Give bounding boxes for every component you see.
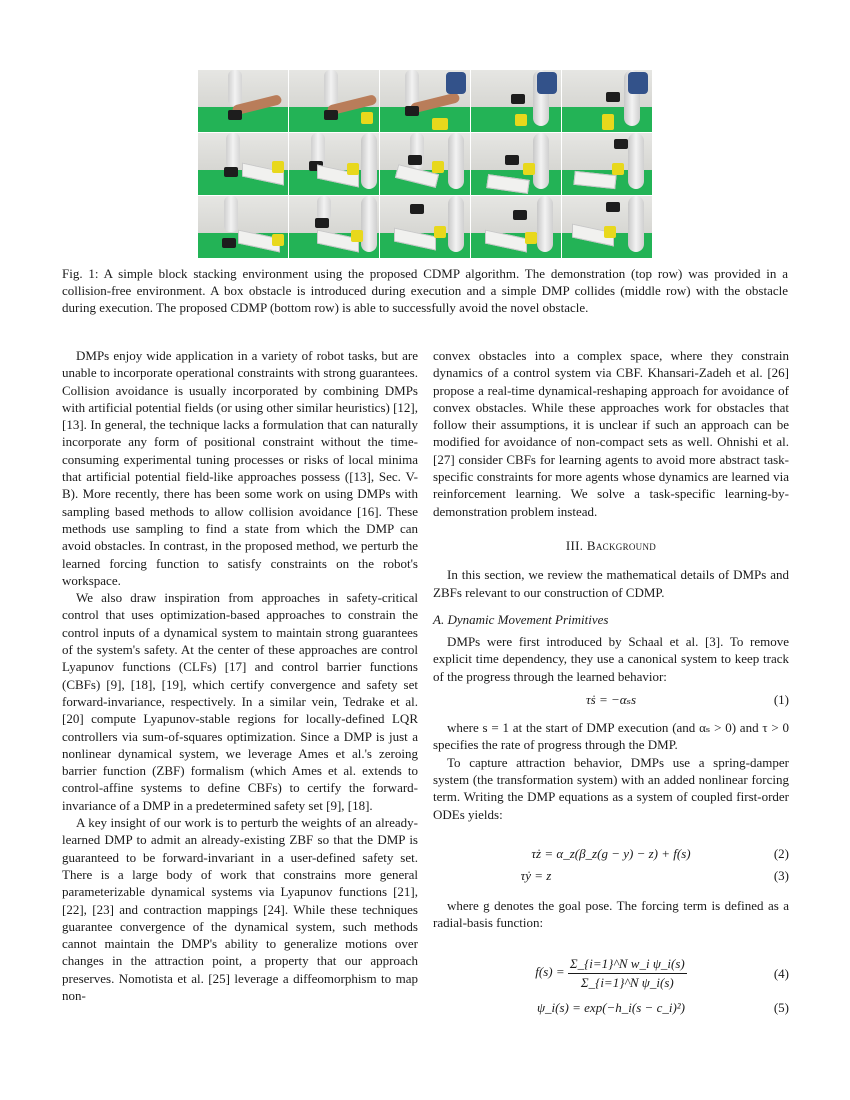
- equation-number: (5): [773, 1000, 789, 1016]
- photo-cdmp-4: [471, 196, 561, 258]
- equation-number: (1): [773, 692, 789, 708]
- paragraph: To capture attraction behavior, DMPs use a spring-damper system (the transformation system) with an added nonlinear forcing term. Writing the DMP equations as a system of coupled first-order ODEs yields:: [433, 754, 789, 822]
- paragraph: where s = 1 at the start of DMP execution (and αₛ > 0) and τ > 0 specifies the rate of progress through the DMP.: [433, 720, 789, 753]
- photo-dmp-1: [198, 133, 288, 195]
- paragraph: We also draw inspiration from approaches in safety-critical control that uses optimization-based approaches to constrain the control inputs of a dynamical system to maintain strong guarantees of the system's safety. At the center of these approaches are control Lyapunov functions (CLFs) [17] and control barrier functions (CBFs) [9], [18], [19], which certify convergence and safety set forward-invariance, respectively. In a similar vein, Tedrake et al. [20] compute Lyapunov-stable regions for locally-defined LQR controllers via sum-of-squares optimization. Since a DMP is just a nonlinear dynamical system, we leverage Ames et al.'s zeroing barrier function (ZBF) formalism (which Ames et al. extends to control-affine systems to define CBFs) to certify the forward-invariance of a DMP in a predetermined safety set [9], [18].: [62, 590, 418, 813]
- paragraph: In this section, we review the mathematical details of DMPs and ZBFs relevant to our construction of CDMP.: [433, 567, 789, 600]
- photo-dmp-2: [289, 133, 379, 195]
- photo-dmp-4: [471, 133, 561, 195]
- subsection-title: Dynamic Movement Primitives: [447, 611, 609, 627]
- photo-cdmp-1: [198, 196, 288, 258]
- paragraph: A key insight of our work is to perturb the weights of an already-learned DMP to admit an already-existing ZBF so that the DMP is guaranteed to be forward-invariant in a user-defined safety set. There is a large body of work that constrains more general parameterizable dynamical systems via Lyapunov functions [21], [22], [23] and contraction mappings [24]. While these techniques guarantee convergence of the dynamical system, such methods cannot maintain the DMP's ability to generalize motions over changes in the attraction point, a property that our approach preserves. Nomotista et al. [25] leverage a diffeomorphism to map non-: [62, 815, 418, 1003]
- equation-lhs: f(s) =: [535, 964, 565, 980]
- photo-demo-4: [471, 70, 561, 132]
- paragraph-continuation: convex obstacles into a complex space, where they constrain dynamics of a control system via CBF. Khansari-Zadeh et al. [26] propose a real-time dynamical-reshaping approach for avoidance of convex obstacles. While these approaches work for obstacles that follow their assumptions, it is unclear if such an approach can be modified for avoidance of non-compact sets as well. Ohnishi et al. [27] consider CBFs for learning agents to avoid more abstract task-specific constraints for more agents whose dynamics are learned via reinforcement learning. We solve a task-specific learning-by-demonstration problem instead.: [433, 348, 789, 519]
- section-title: Background: [586, 537, 657, 553]
- equation-2: [433, 845, 789, 867]
- equation-expression: τṡ = −αₛs: [585, 692, 637, 708]
- photo-cdmp-2: [289, 196, 379, 258]
- equation-1: [433, 691, 789, 713]
- paragraph: DMPs were first introduced by Schaal et al. [3]. To remove explicit time dependency, they use a canonical system to keep track of the progress through the learned behavior:: [433, 634, 789, 684]
- section-number: III.: [565, 537, 584, 553]
- photo-dmp-3: [380, 133, 470, 195]
- photo-cdmp-5: [562, 196, 652, 258]
- photo-demo-1: [198, 70, 288, 132]
- right-column: [433, 347, 789, 1027]
- fraction-numerator: Σ_{i=1}^N w_i ψ_i(s): [568, 955, 687, 973]
- photo-demo-3: [380, 70, 470, 132]
- paragraph: where g denotes the goal pose. The forcing term is defined as a radial-basis function:: [433, 897, 789, 931]
- section-heading: [433, 537, 789, 554]
- left-column: [62, 347, 418, 1004]
- subsection-heading: [433, 611, 789, 628]
- figure-1-photo-grid: [198, 70, 652, 258]
- equation-expression: ψ_i(s) = exp(−h_i(s − c_i)²): [536, 1000, 686, 1016]
- photo-cdmp-3: [380, 196, 470, 258]
- fraction-denominator: Σ_{i=1}^N ψ_i(s): [580, 974, 674, 990]
- figure-caption: Fig. 1: A simple block stacking environment using the proposed CDMP algorithm. The demonstration (top row) was provided in a collision-free environment. A box obstacle is introduced during execution and a simple DMP collides (middle row) with the obstacle during execution. The proposed CDMP (bottom row) is able to successfully avoid the novel obstacle.: [62, 266, 788, 315]
- equation-number: (2): [773, 845, 789, 861]
- equation-4: [433, 955, 789, 993]
- paragraph: DMPs enjoy wide application in a variety of robot tasks, but are unable to incorporate operational constraints with strong guarantees. Collision avoidance is usually incorporated by combining DMPs with artificial potential fields (or using other similar heuristics) [12], [13]. In general, the technique lacks a formulation that can naturally incorporate any form of positional constraint without the time-consuming experimental tuning processes or risks of local minima that artificial potential field-like approaches possess ([13], Sec. V-B). More recently, there has been some work on using DMPs with sampling based methods to allow collision avoidance [16]. These methods use sampling to find a state from which the DMP can avoid obstacles. In contrast, in the proposed method, we perturb the learned forcing function to satisfy constraints on the robot's workspace.: [62, 348, 418, 588]
- equation-expression: τẏ = z: [520, 867, 552, 883]
- equation-3: [433, 867, 789, 889]
- photo-dmp-5: [562, 133, 652, 195]
- fraction: [568, 955, 687, 991]
- equation-5: [433, 999, 789, 1021]
- equation-expression: τż = α_z(β_z(g − y) − z) + f(s): [531, 845, 691, 861]
- equation-number: (3): [773, 867, 789, 883]
- photo-demo-2: [289, 70, 379, 132]
- equation-number: (4): [773, 966, 789, 982]
- subsection-number: A.: [433, 611, 445, 627]
- photo-demo-5: [562, 70, 652, 132]
